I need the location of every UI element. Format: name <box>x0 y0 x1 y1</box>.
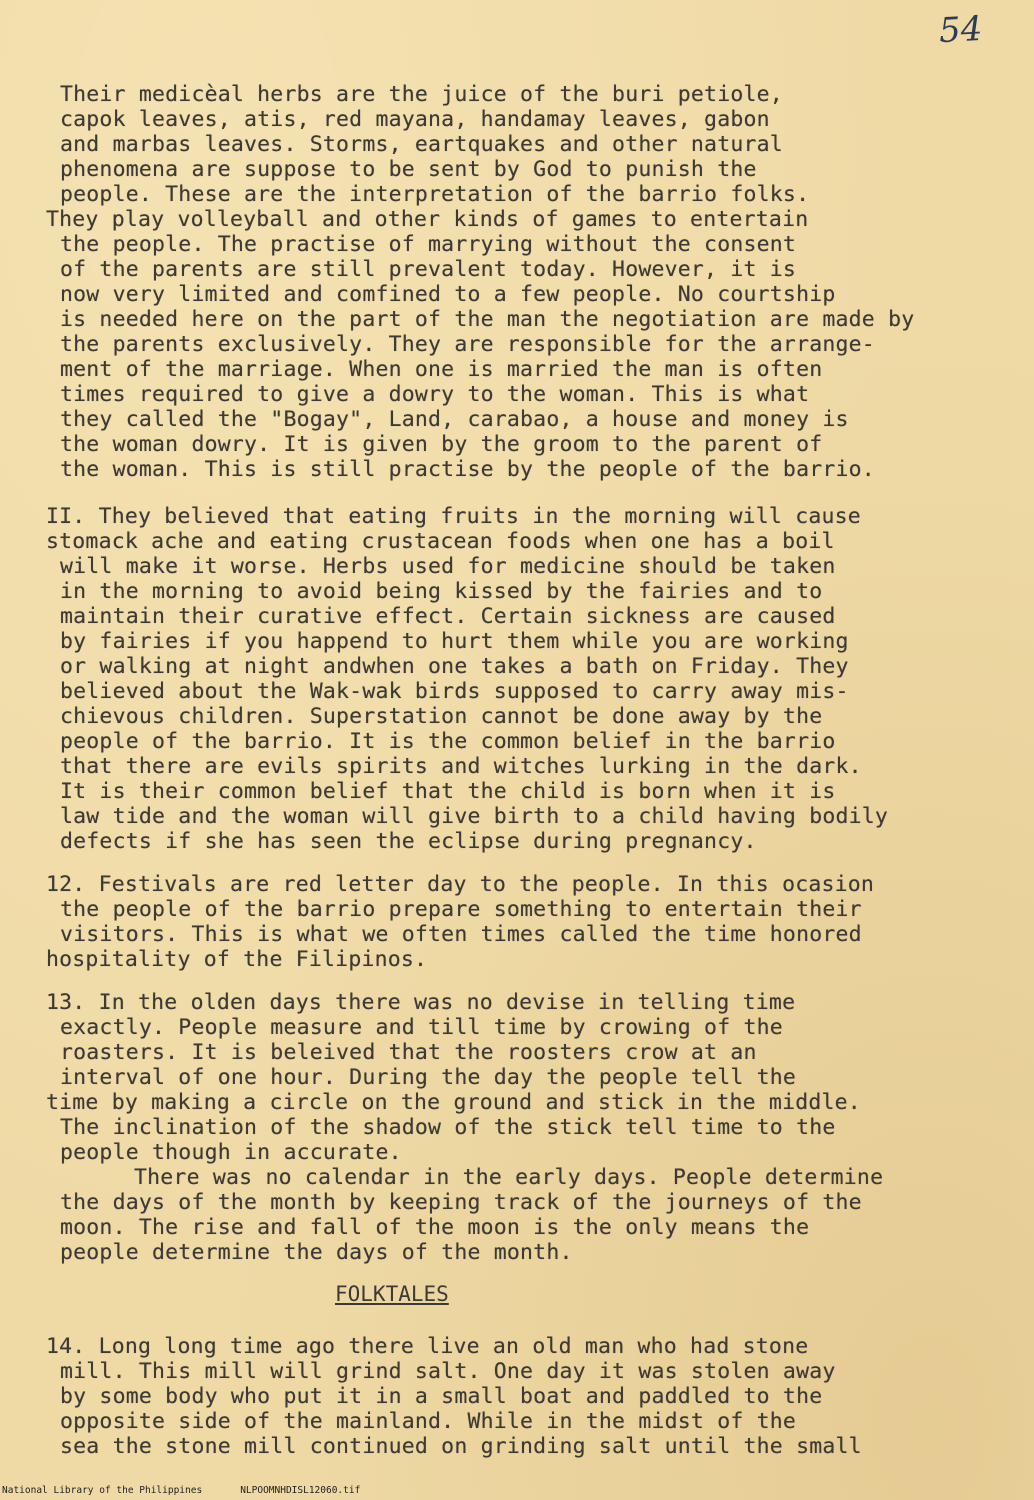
text-line: visitors. This is what we often times called the time honored <box>60 922 862 947</box>
text-line: 12. Festivals are red letter day to the people. In this ocasion <box>46 872 875 897</box>
text-line: stomack ache and eating crustacean foods when one has a boil <box>46 529 835 554</box>
text-line: defects if she has seen the eclipse during pregnancy. <box>60 829 757 854</box>
text-line: people of the barrio. It is the common belief in the barrio <box>60 729 836 754</box>
text-line: is needed here on the part of the man the negotiation are made by <box>60 307 915 332</box>
text-line: sea the stone mill continued on grinding salt until the small <box>60 1434 862 1459</box>
text-line: It is their common belief that the child is born when it is <box>60 779 836 804</box>
text-line: and marbas leaves. Storms, eartquakes and other natural <box>60 132 783 157</box>
text-line: or walking at night andwhen one takes a bath on Friday. They <box>60 654 849 679</box>
text-line: The inclination of the shadow of the stick tell time to the <box>60 1115 836 1140</box>
text-line: They play volleyball and other kinds of games to entertain <box>46 207 809 232</box>
text-line: II. They believed that eating fruits in the morning will cause <box>46 504 861 529</box>
text-line: time by making a circle on the ground and stick in the middle. <box>46 1090 861 1115</box>
page-number: 54 <box>937 8 984 52</box>
text-line: There was no calendar in the early days. People determine <box>134 1165 884 1190</box>
text-line: chievous children. Superstation cannot be done away by the <box>60 704 823 729</box>
text-line: the woman. This is still practise by the people of the barrio. <box>60 457 875 482</box>
text-line: now very limited and comfined to a few people. No courtship <box>60 282 836 307</box>
text-line: hospitality of the Filipinos. <box>46 947 428 972</box>
text-line: exactly. People measure and till time by crowing of the <box>60 1015 783 1040</box>
text-line: roasters. It is beleived that the roosters crow at an <box>60 1040 757 1065</box>
text-line: of the parents are still prevalent today. However, it is <box>60 257 797 282</box>
text-line: that there are evils spirits and witches lurking in the dark. <box>60 754 862 779</box>
text-line: law tide and the woman will give birth to a child having bodily <box>60 804 889 829</box>
text-line: by some body who put it in a small boat and paddled to the <box>60 1384 823 1409</box>
footer-file: NLPOOMNHDISL12060.tif <box>240 1485 361 1496</box>
text-line: moon. The rise and fall of the moon is the only means the <box>60 1215 810 1240</box>
text-line: times required to give a dowry to the woman. This is what <box>60 382 810 407</box>
footer-library: National Library of the Philippines <box>2 1485 203 1496</box>
text-line: opposite side of the mainland. While in the midst of the <box>60 1409 797 1434</box>
text-line: Their medicèal herbs are the juice of the buri petiole, <box>60 82 783 107</box>
text-line: people though in accurate. <box>60 1140 402 1165</box>
text-line: people. These are the interpretation of the barrio folks. <box>60 182 810 207</box>
text-line: ment of the marriage. When one is married the man is often <box>60 357 823 382</box>
text-line: mill. This mill will grind salt. One day it was stolen away <box>60 1359 836 1384</box>
text-line: believed about the Wak-wak birds supposed to carry away mis- <box>60 679 849 704</box>
text-line: will make it worse. Herbs used for medicine should be taken <box>60 554 836 579</box>
text-line: the woman dowry. It is given by the groom to the parent of <box>60 432 823 457</box>
text-line: interval of one hour. During the day the people tell the <box>60 1065 797 1090</box>
text-line: maintain their curative effect. Certain sickness are caused <box>60 604 836 629</box>
text-line: the days of the month by keeping track of the journeys of the <box>60 1190 862 1215</box>
text-line: in the morning to avoid being kissed by the fairies and to <box>60 579 823 604</box>
text-line: 14. Long long time ago there live an old man who had stone <box>46 1334 809 1359</box>
text-line: the people. The practise of marrying without the consent <box>60 232 797 257</box>
section-heading: FOLKTALES <box>335 1282 449 1306</box>
footer <box>2 1485 398 1496</box>
text-line: capok leaves, atis, red mayana, handamay leaves, gabon <box>60 107 770 132</box>
text-line: they called the "Bogay", Land, carabao, a house and money is <box>60 407 849 432</box>
text-line: 13. In the olden days there was no devise in telling time <box>46 990 796 1015</box>
text-line: the parents exclusively. They are responsible for the arrange- <box>60 332 875 357</box>
text-line: by fairies if you happend to hurt them while you are working <box>60 629 849 654</box>
text-line: people determine the days of the month. <box>60 1240 573 1265</box>
text-line: the people of the barrio prepare something to entertain their <box>60 897 862 922</box>
text-line: phenomena are suppose to be sent by God to punish the <box>60 157 757 182</box>
